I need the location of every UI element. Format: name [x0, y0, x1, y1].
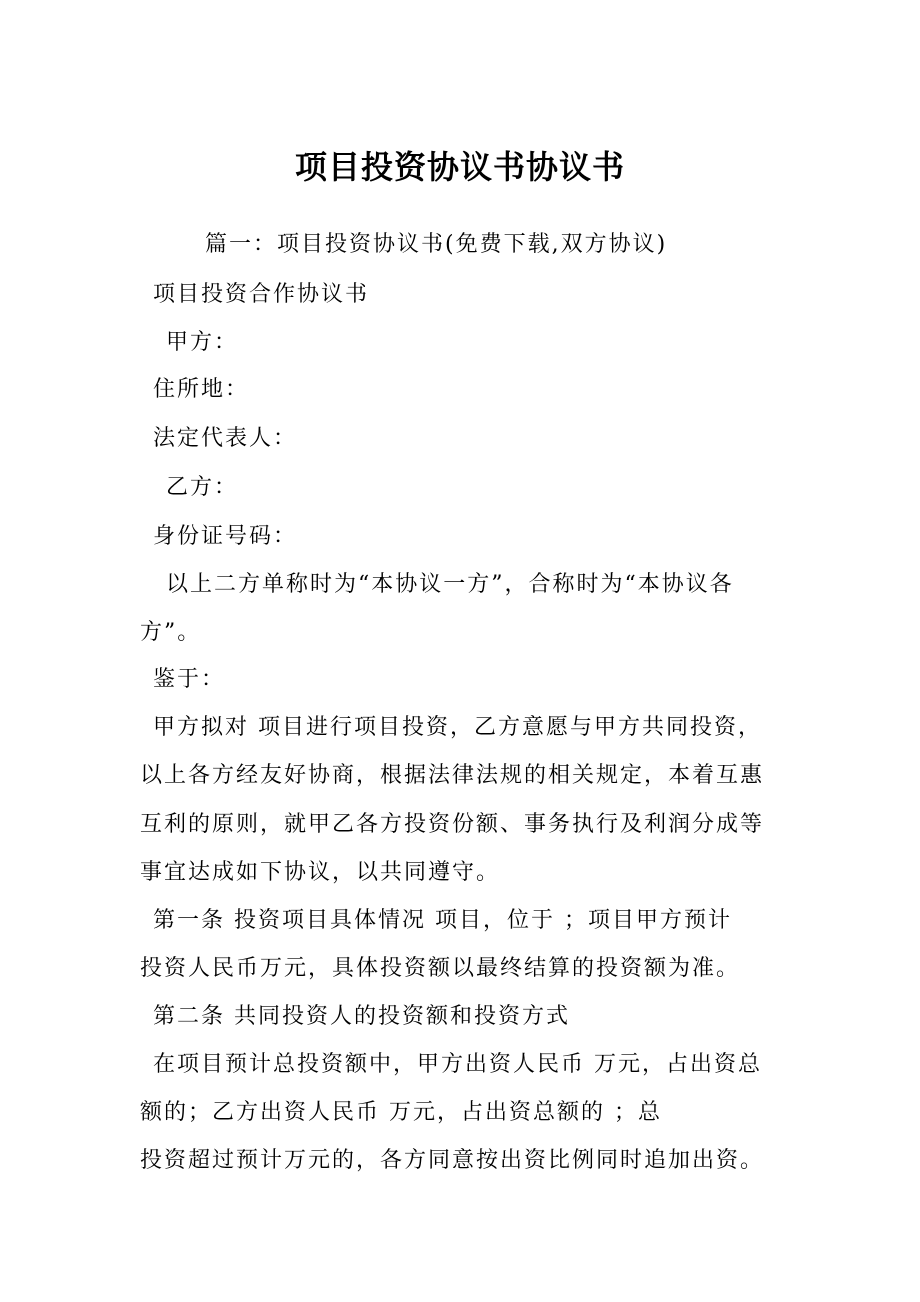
document-subtitle: 篇一：项目投资协议书(免费下载,双方协议) [205, 232, 668, 257]
party-b-label: 乙方： [166, 475, 239, 500]
paragraph-line: 额的；乙方出资人民币 万元，占出资总额的 ；总 [140, 1100, 662, 1125]
paragraph-line: 互利的原则，就甲乙各方投资份额、事务执行及利润分成等 [140, 812, 765, 837]
article-1-heading: 第一条 投资项目具体情况 项目，位于 ；项目甲方预计 [153, 908, 732, 933]
whereas-label: 鉴于： [153, 667, 226, 692]
paragraph-line: 事宜达成如下协议，以共同遵守。 [140, 860, 501, 885]
paragraph-line: 以上二方单称时为“本协议一方”，合称时为“本协议各 [166, 572, 734, 597]
document-title: 项目投资协议书协议书 [294, 148, 625, 186]
id-number-label: 身份证号码： [153, 524, 298, 549]
paragraph-line: 投资超过预计万元的，各方同意按出资比例同时追加出资。 [140, 1148, 765, 1173]
agreement-heading: 项目投资合作协议书 [153, 282, 370, 307]
address-label: 住所地： [153, 377, 250, 402]
paragraph-line: 在项目预计总投资额中，甲方出资人民币 万元，占出资总 [153, 1052, 762, 1077]
paragraph-line: 甲方拟对 项目进行项目投资，乙方意愿与甲方共同投资， [153, 715, 762, 740]
paragraph-line: 方”。 [140, 620, 202, 645]
article-2-heading: 第二条 共同投资人的投资额和投资方式 [153, 1004, 570, 1029]
paragraph-line: 以上各方经友好协商，根据法律法规的相关规定，本着互惠 [140, 763, 765, 788]
paragraph-line: 投资人民币万元，具体投资额以最终结算的投资额为准。 [140, 956, 741, 981]
legal-rep-label: 法定代表人： [153, 426, 298, 451]
party-a-label: 甲方： [166, 330, 239, 355]
